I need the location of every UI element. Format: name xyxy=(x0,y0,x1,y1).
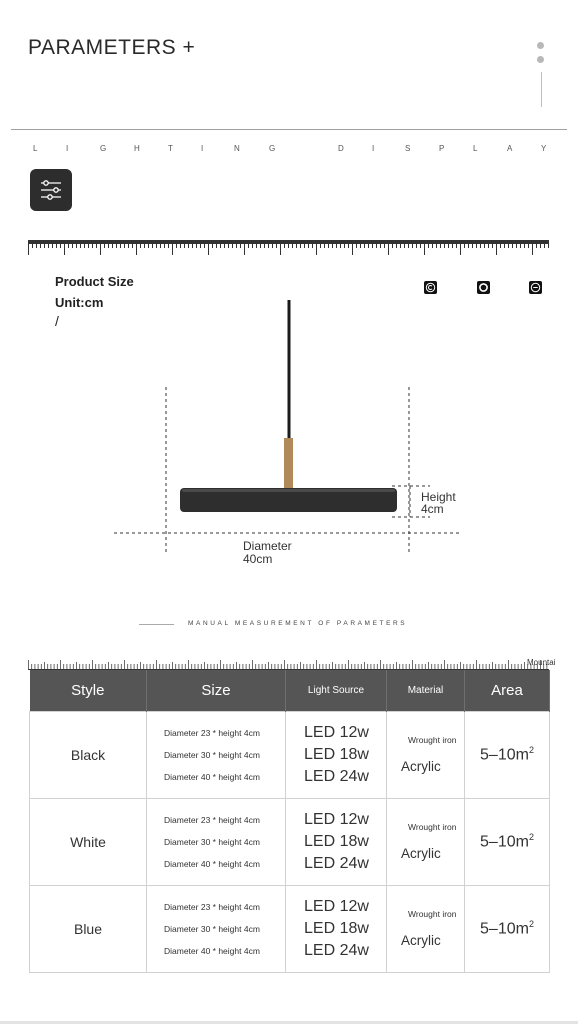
size-option: Diameter 23 * height 4cm xyxy=(164,814,260,825)
light-cell xyxy=(286,798,387,885)
header-material: Material xyxy=(387,670,465,711)
divider xyxy=(11,129,567,130)
banner-letter: N xyxy=(234,144,240,153)
light-option: LED 18w xyxy=(304,919,369,937)
table-row xyxy=(30,798,550,885)
banner-letter: I xyxy=(372,144,375,153)
header-style: Style xyxy=(30,670,147,711)
cutoff-text: Mountai xyxy=(527,658,556,667)
table-row xyxy=(30,885,550,972)
size-option: Diameter 23 * height 4cm xyxy=(164,901,260,912)
light-cell xyxy=(286,711,387,798)
area-sup: 2 xyxy=(528,831,534,842)
header-size: Size xyxy=(147,670,286,711)
light-option: LED 18w xyxy=(304,745,369,763)
size-option: Diameter 40 * height 4cm xyxy=(164,771,260,782)
parameters-table xyxy=(29,670,550,973)
light-option: LED 12w xyxy=(304,897,369,915)
table-header-row xyxy=(30,670,550,711)
area-cell xyxy=(465,711,550,798)
height-label: Height xyxy=(421,490,456,504)
material-cell xyxy=(387,885,465,972)
size-option: Diameter 30 * height 4cm xyxy=(164,923,260,934)
area-cell xyxy=(465,885,550,972)
lamp-stem xyxy=(284,438,293,488)
area-cell xyxy=(465,798,550,885)
size-option: Diameter 23 * height 4cm xyxy=(164,727,260,738)
area-sup: 2 xyxy=(528,918,534,929)
light-option: LED 12w xyxy=(304,723,369,741)
banner-letter: H xyxy=(134,144,140,153)
area-value: 5–10m xyxy=(480,746,529,764)
light-option: LED 24w xyxy=(304,854,369,872)
light-option: LED 24w xyxy=(304,941,369,959)
divider xyxy=(541,72,542,107)
light-option: LED 18w xyxy=(304,832,369,850)
menu-button[interactable] xyxy=(30,169,72,211)
light-option: LED 24w xyxy=(304,767,369,785)
banner-letter: G xyxy=(269,144,276,153)
banner-letter: I xyxy=(201,144,204,153)
banner-letter: I xyxy=(66,144,69,153)
material-top: Wrought iron xyxy=(408,909,457,919)
unit-label: Unit:cm xyxy=(55,295,104,310)
style-cell: Black xyxy=(30,711,147,798)
diameter-label: Diameter xyxy=(243,539,292,553)
banner-letter: L xyxy=(33,144,38,153)
scroll-dots[interactable] xyxy=(537,42,544,70)
banner-letter: Y xyxy=(541,144,547,153)
banner-letter: T xyxy=(168,144,173,153)
banner-letter: P xyxy=(439,144,445,153)
banner-letter: A xyxy=(507,144,513,153)
ruler-top xyxy=(28,238,549,258)
section-caption: MANUAL MEASUREMENT OF PARAMETERS xyxy=(188,620,408,627)
height-value: 4cm xyxy=(421,502,444,516)
product-size-label: Product Size xyxy=(55,274,134,289)
table-row xyxy=(30,711,550,798)
divider xyxy=(139,624,174,625)
size-option: Diameter 40 * height 4cm xyxy=(164,945,260,956)
lamp-drawing xyxy=(0,290,578,580)
material-cell xyxy=(387,711,465,798)
dot[interactable] xyxy=(537,42,544,49)
slash: / xyxy=(55,313,59,329)
header-area: Area xyxy=(465,670,550,711)
banner-letter: L xyxy=(473,144,478,153)
material-top: Wrought iron xyxy=(408,822,457,832)
area-value: 5–10m xyxy=(480,833,529,851)
banner-letter: S xyxy=(405,144,411,153)
material-bottom: Acrylic xyxy=(401,933,441,948)
size-cell xyxy=(147,798,286,885)
area-value: 5–10m xyxy=(480,920,529,938)
style-cell: White xyxy=(30,798,147,885)
material-cell xyxy=(387,798,465,885)
header-light-source: Light Source xyxy=(286,670,387,711)
diameter-value: 40cm xyxy=(243,552,273,566)
size-option: Diameter 30 * height 4cm xyxy=(164,836,260,847)
size-option: Diameter 40 * height 4cm xyxy=(164,858,260,869)
dot[interactable] xyxy=(537,56,544,63)
size-option: Diameter 30 * height 4cm xyxy=(164,749,260,760)
page-title: PARAMETERS + xyxy=(28,36,196,59)
area-sup: 2 xyxy=(528,744,534,755)
material-bottom: Acrylic xyxy=(401,759,441,774)
material-top: Wrought iron xyxy=(408,735,457,745)
size-cell xyxy=(147,885,286,972)
size-cell xyxy=(147,711,286,798)
banner-letter: D xyxy=(338,144,344,153)
style-cell: Blue xyxy=(30,885,147,972)
ruler-bottom xyxy=(28,659,549,670)
light-cell xyxy=(286,885,387,972)
material-bottom: Acrylic xyxy=(401,846,441,861)
banner-letter: G xyxy=(100,144,107,153)
light-option: LED 12w xyxy=(304,810,369,828)
menu-sliders-icon xyxy=(30,169,72,211)
